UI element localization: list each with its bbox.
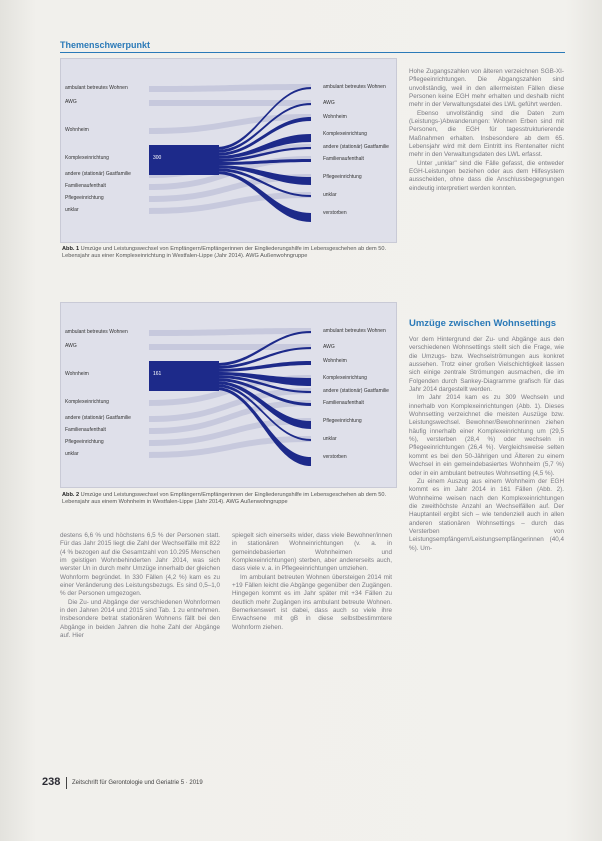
sankey-center-label: 161 [153,371,162,377]
paragraph: Im ambulant betreuten Wohnen übersteigen 2014 mit +19 Fällen leicht die Abgänge gegenüber den Zugängen. Hingegen kommt es im Jahr später mit +34 Fällen zu deutlich mehr Zugängen ins ambulant betreute Wohnen. Bemerkenswert ist dabei, dass auch so viele ihre Erwachsene mit gB in diese selbstbestimmtere Wohnform ziehen. [232,573,392,631]
sankey-left-label: Komplexeinrichtung [65,399,109,405]
sankey-left-label: andere (stationär) Gastfamilie [65,415,131,421]
journal-footer: Zeitschrift für Gerontologie und Geriatrie 5 · 2019 [72,780,203,786]
sankey-left-label: Wohnheim [65,127,89,133]
sankey-right-label: andere (stationär) Gastfamilie [323,388,389,394]
paragraph: Im Jahr 2014 kam es zu 309 Wechseln und innerhalb von Komplexeinrichtungen (Abb. 1). Dieses Wohnsetting verzeichnet die meisten Auszüge bzw. Leistungswechsel. Bewohner/Bewohnerinnen ziehen häufig innerhalb einer Komplexeinrichtung um (29,5 %), versterben (28,4 %) oder wechseln in Pflegeeinrichtungen (26,4 %). Vergleichsweise selten kommt es bei den 50-Jährigen und Älteren zu einem Wechsel in ein gemeindebasiertes Wohnheim (5,7 %) oder in ein ambulant betreutes Wohnsetting (4,5 %). [409,394,564,477]
sankey-right-label: Familienaufenthalt [323,156,364,162]
sankey-left-label: ambulant betreutes Wohnen [65,85,128,91]
sankey-left-label: Familienaufenthalt [65,427,106,433]
sankey-flow-light [149,100,311,106]
paragraph: destens 6,6 % und höchstens 6,5 % der Personen statt. Für das Jahr 2015 liegt die Zahl der Wechselfälle mit 822 (4 % bezogen auf die Gesamtzahl von 10.295 Menschen im geistigen Wohnbehinderten Jahr 2014, was sich werster Un in durch mehr Umzüge innerhalb der gleichen Wohnform begründet. In 330 Fällen (4,2 %) kam es zu einer Veränderung des Leistungsbezugs. Es sind 0,5–1,0 % der Personen umgezogen. [60,532,220,598]
sankey-right-label: Pflegeeinrichtung [323,418,362,424]
sankey-right-label: unklar [323,192,337,198]
footer-divider [66,777,67,789]
sankey-left-label: AWG [65,99,77,105]
sankey-right-label: Wohnheim [323,114,347,120]
figure-1-caption [62,246,392,260]
figure-2-caption [62,492,392,506]
sankey-right-label: Komplexeinrichtung [323,375,367,381]
paragraph: Vor dem Hintergrund der Zu- und Abgänge aus den verschiedenen Wohnsettings stellt sich die Frage, wie die Umzugs- bzw. Wechselströmungen aus konkret aussehen. Trotz einer großen Vielschichtigkeit lassen sich einige zentrale Strömungen ausmachen, die im Folgenden durch Sankey-Diagramme grafisch für das Jahr 2014 dargestellt werden. [409,336,564,394]
figure-2-caption-text: Umzüge und Leistungswechsel von Empfängern/Empfängerinnen der Eingliederungshilfe im Lebensgeschehen ab dem 50. Lebensjahr aus einem Wohnheim in Westfalen-Lippe (Jahr 2014). AWG Außenwohngruppe [62,492,387,506]
sankey-flow-light [149,328,311,336]
sankey-right-label: Wohnheim [323,358,347,364]
section-heading: Umzüge zwischen Wohnsettings [409,318,557,329]
paragraph: Die Zu- und Abgänge der verschiedenen Wohnformen in den Jahren 2014 und 2015 sind Tab. 1 zu entnehmen. Insbesondere betrat stationären Wohnens fällt bei den Abgänge in beiden Jahren die hohe Zahl der Abgänge auf. Hier [60,598,220,640]
sankey-left-label: AWG [65,343,77,349]
sankey-right-label: Pflegeeinrichtung [323,174,362,180]
paragraph: Unter „unklar" sind die Fälle gefasst, die entweder EGH-Leistungen beziehen oder aus dem Hilfesystem ausscheiden, ohne dass die Anschlussbegegnungen eindeutig interpretiert werden konnten. [409,159,564,192]
section-title: Themenschwerpunkt [60,40,151,50]
page-number: 238 [42,776,61,788]
sankey-left-label: Pflegeeinrichtung [65,439,104,445]
sankey-center-label: 300 [153,155,162,161]
paragraph: Hohe Zugangszahlen von älteren verzeichnen SGB-XI-Pflegeeinrichtungen. Die Abgangszahlen sind unvollständig, weil in den allermeisten Fällen diese Personen keine EGH mehr erhalten und deshalb nicht mehr in der Verwaltungsdatei des LWL geführt werden. [409,68,564,109]
sankey-left-label: unklar [65,451,79,457]
sankey-left-label: Familienaufenthalt [65,183,106,189]
sankey-left-label: Pflegeeinrichtung [65,195,104,201]
sankey-right-label: AWG [323,100,335,106]
sankey-left-label: Wohnheim [65,371,89,377]
figure-2-caption-prefix: Abb. 2 [62,492,80,498]
sankey-right-label: andere (stationär) Gastfamilie [323,144,389,150]
left-column-bottom [60,532,220,640]
sankey-right-label: ambulant betreutes Wohnen [323,84,386,90]
sankey-left-label: unklar [65,207,79,213]
sankey-flow-light [149,84,311,92]
sankey-right-label: AWG [323,344,335,350]
paragraph: spiegelt sich einerseits wider, dass viele Bewohner/innen in stationären Wohneinrichtungen (v. a. in gemeindebasierten Wohnheimen und Komplexeinrichtungen) sterben, aber andererseits auch, dass viele v. a. in Pflegeeinrichtungen umziehen. [232,532,392,573]
sankey-right-label: Familienaufenthalt [323,400,364,406]
figure-1-caption-text: Umzüge und Leistungswechsel von Empfängern/Empfängerinnen der Eingliederungshilfe im Lebensgeschehen ab dem 50. Lebensjahr aus einer Komplexeinrichtung in Westfalen-Lippe (Jahr 2014). AWG Außenwohngruppe [62,246,387,260]
paragraph: Ebenso unvollständig sind die Daten zum (Leistungs-)Abwanderungen: Wohnen Erben sind mit Personen, die EGH für tagesstrukturierende Maßnahmen erhalten. Insbesondere ab dem 65. Lebensjahr wird mit dem Eintritt ins Rentenalter nicht mehr in den Verwaltungsdaten des LWL erfasst. [409,109,564,159]
sankey-right-label: verstorben [323,454,347,460]
sankey-right-label: Komplexeinrichtung [323,131,367,137]
sankey-right-label: unklar [323,436,337,442]
sankey-right-label: verstorben [323,210,347,216]
sankey-right-label: ambulant betreutes Wohnen [323,328,386,334]
figure-1-sankey [60,58,397,243]
figure-1-caption-prefix: Abb. 1 [62,246,80,252]
sankey-left-label: Komplexeinrichtung [65,155,109,161]
middle-column-bottom [232,532,392,632]
right-column-bottom [409,336,564,553]
sankey-left-label: andere (stationär) Gastfamilie [65,171,131,177]
figure-2-sankey [60,302,397,488]
sankey-flow-light [149,344,311,350]
paragraph: Zu einem Auszug aus einem Wohnheim der EGH kommt es im Jahr 2014 in 161 Fällen (Abb. 2). Wohnheime weisen nach den Komplexeinrichtungen die zweithöchste Anzahl an Wechselfällen auf. Der Hauptanteil ergibt sich – wie tendenziell auch in allen anderen stationären Wohnsettings – durch das Versterben von Leistungsempfängern/Leistungsempfängerinnen (40,4 %). Um- [409,477,564,552]
right-column-top [409,68,564,193]
sankey-left-label: ambulant betreutes Wohnen [65,329,128,335]
